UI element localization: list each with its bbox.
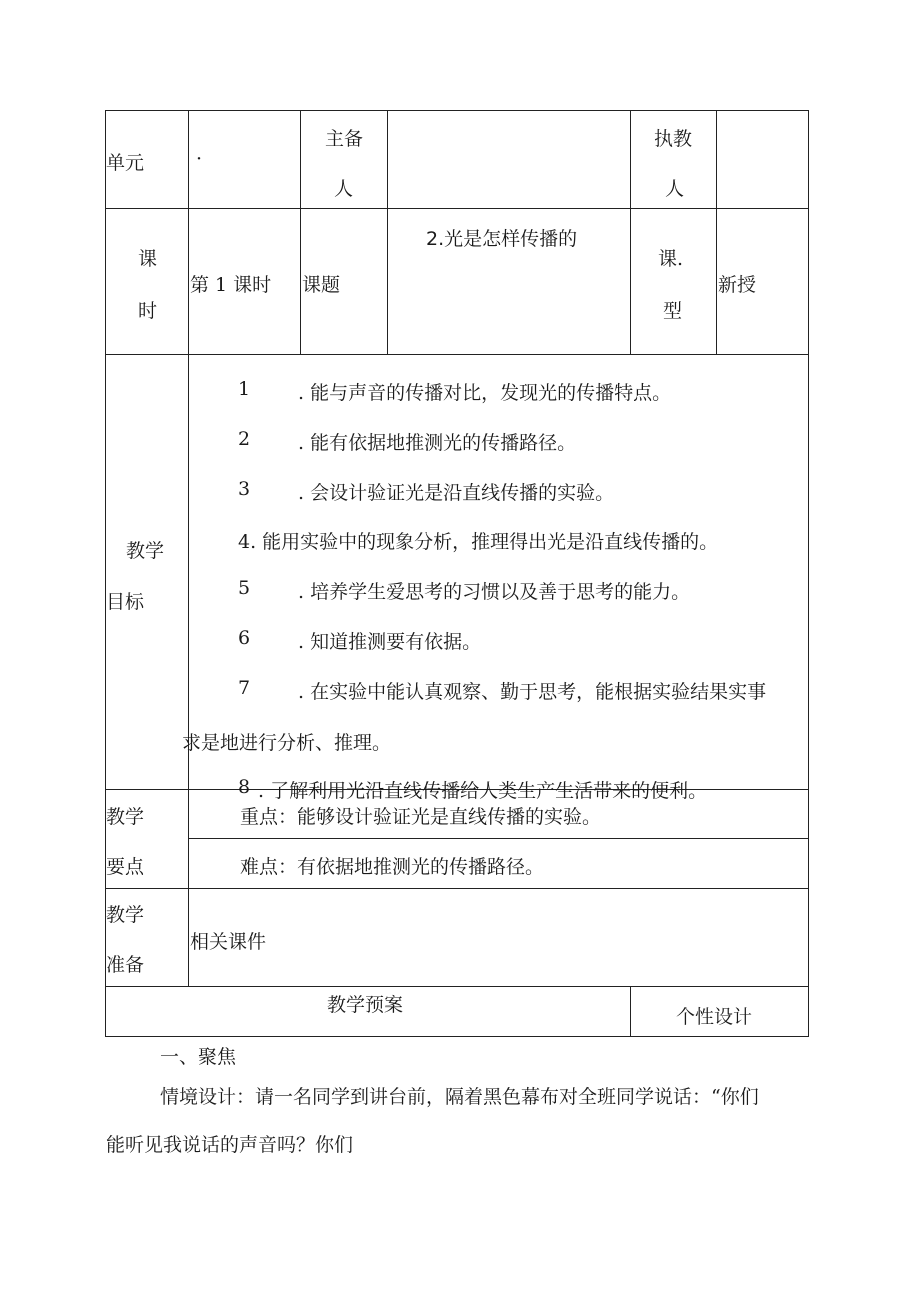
table-column-rule: [630, 110, 631, 354]
table-border-top: [105, 110, 809, 111]
objective-text: . 知道推测要有依据。: [298, 631, 482, 653]
objective-text: . 培养学生爱思考的习惯以及善于思考的能力。: [298, 581, 691, 603]
objectives-list: [182, 356, 808, 802]
table-rule: [105, 888, 809, 889]
table-column-rule: [387, 110, 388, 354]
table-border-left: [105, 110, 106, 1037]
table-column-rule: [300, 110, 301, 354]
period-label: 课: [138, 248, 158, 270]
objective-number: 6: [238, 627, 251, 649]
objective-number: 8: [238, 776, 251, 798]
objective-text: 求是地进行分析、推理。: [182, 732, 392, 754]
teacher-label: 人: [665, 178, 685, 200]
table-rule: [188, 838, 809, 839]
preparation-label: 教学: [106, 904, 145, 926]
preparation-value: 相关课件: [190, 931, 267, 953]
table-border-right: [808, 110, 809, 1037]
type-label: 型: [663, 300, 683, 322]
unit-value: ·: [196, 148, 203, 170]
key-points-label: 要点: [106, 856, 145, 878]
table-rule: [105, 986, 809, 987]
objective-number: 5: [238, 577, 251, 599]
section-title: 一、聚焦: [160, 1046, 237, 1068]
period-value: 第 1 课时: [190, 274, 272, 296]
objective-text: 4. 能用实验中的现象分析，推理得出光是沿直线传播的。: [238, 531, 719, 553]
teacher-label: 执教: [654, 128, 693, 150]
topic-label: 课题: [302, 274, 341, 296]
table-rule: [105, 354, 809, 355]
objective-number: 1: [238, 378, 251, 400]
plan-label: 教学预案: [327, 994, 404, 1016]
period-label: 时: [138, 300, 158, 322]
personal-design-label: 个性设计: [676, 1006, 753, 1028]
topic-value: 2.光是怎样传播的: [426, 228, 578, 250]
objective-text: . 能与声音的传播对比，发现光的传播特点。: [298, 382, 672, 404]
objective-text: . 能有依据地推测光的传播路径。: [298, 432, 577, 454]
preparation-label: 准备: [106, 954, 145, 976]
type-value: 新授: [718, 274, 757, 296]
objective-text: . 了解利用光沿直线传播给人类生产生活带来的便利。: [258, 780, 708, 802]
objective-number: 2: [238, 428, 251, 450]
key-points-label: 教学: [106, 806, 145, 828]
objective-text: . 在实验中能认真观察、勤于思考，能根据实验结果实事: [298, 681, 767, 703]
objective-text: . 会设计验证光是沿直线传播的实验。: [298, 482, 615, 504]
paragraph-line: 能听见我说话的声音吗？你们: [106, 1134, 354, 1156]
preparer-label: 人: [334, 178, 354, 200]
key-point-text: 重点：能够设计验证光是直线传播的实验。: [240, 806, 602, 828]
objective-number: 7: [238, 677, 251, 699]
table-border-bottom: [105, 1036, 809, 1037]
table-rule: [105, 208, 809, 209]
table-column-rule: [716, 110, 717, 354]
table-column-rule: [630, 986, 631, 1036]
objectives-label: 教学: [126, 540, 165, 562]
unit-label: 单元: [106, 152, 145, 174]
objectives-label: 目标: [106, 591, 145, 613]
objective-number: 3: [238, 478, 251, 500]
paragraph-line: 情境设计：请一名同学到讲台前，隔着黑色幕布对全班同学说话：“你们: [160, 1086, 759, 1108]
difficulty-text: 难点：有依据地推测光的传播路径。: [240, 856, 545, 878]
type-label: 课.: [658, 248, 684, 270]
preparer-label: 主备: [325, 128, 364, 150]
